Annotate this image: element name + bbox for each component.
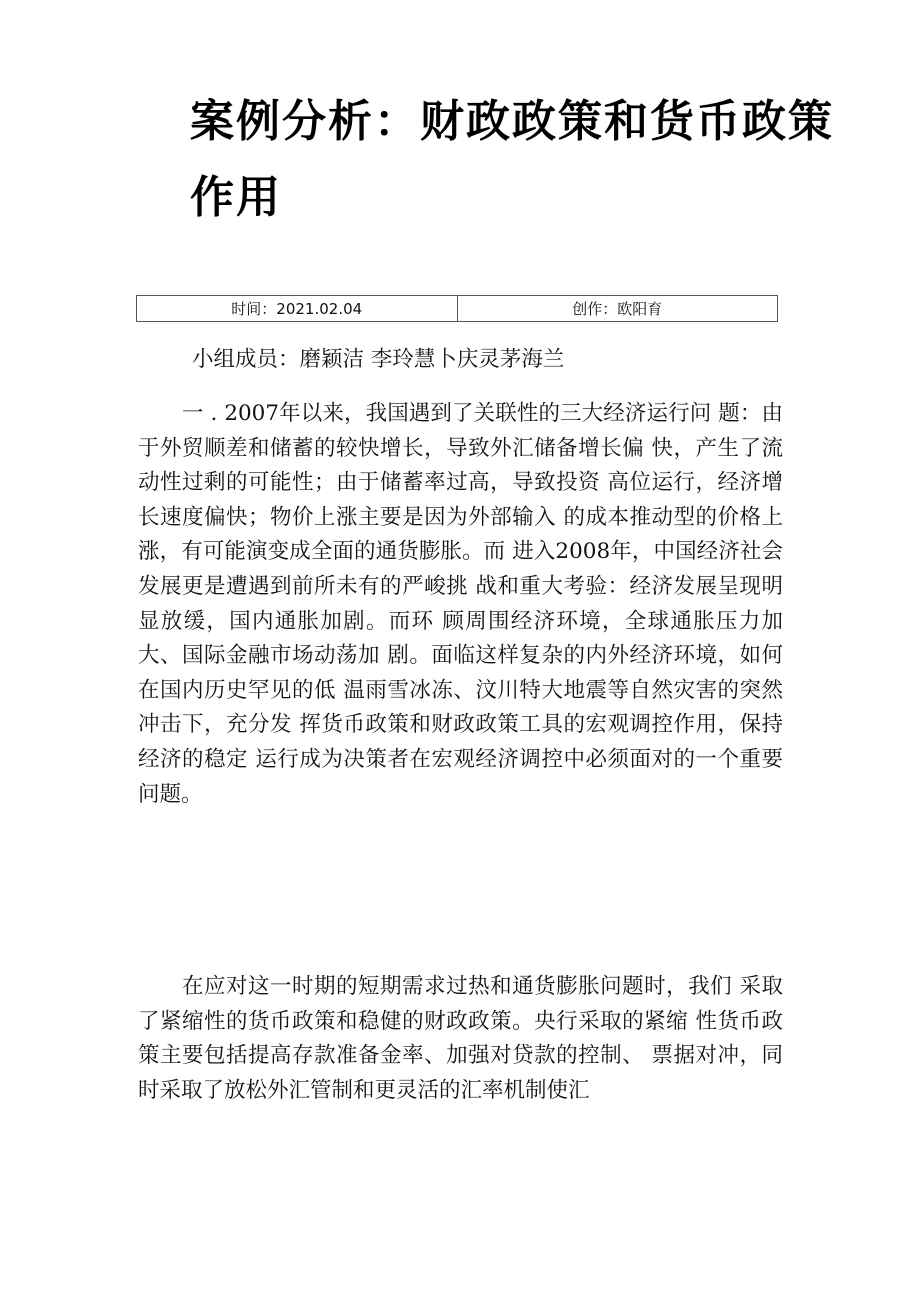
title-line-2: 作用	[190, 172, 282, 223]
paragraph-2: 在应对这一时期的短期需求过热和通货膨胀问题时，我们 采取了紧缩性的货币政策和稳健的财政政策。央行采取的紧缩 性货币政策主要包括提高存款准备金率、加强对贷款的控制、 票据对冲，同时采取了放松外汇管制和更灵活的汇率机制使汇	[138, 974, 783, 1103]
title-line-1: 案例分析：财政政策和货币政策	[190, 96, 834, 147]
author-cell: 创作：欧阳育	[457, 296, 778, 321]
paragraph-1: 一 . 2007年以来，我国遇到了关联性的三大经济运行问 题：由于外贸顺差和储蓄的较快增长，导致外汇储备增长偏 快，产生了流动性过剩的可能性；由于储蓄率过高，导致投资 高位运行，经济增长速度偏快；物价上涨主要是因为外部输入 的成本推动型的价格上涨，有可能演变成全面的通货膨胀。而 进入2008年，中国经济社会发展更是遭遇到前所未有的严峻挑 战和重大考验：经济发展呈现明显放缓，国内通胀加剧。而环 顾周围经济环境，全球通胀压力加大、国际金融市场动荡加 剧。面临这样复杂的内外经济环境，如何在国内历史罕见的低 温雨雪冰冻、汶川特大地震等自然灾害的突然冲击下，充分发 挥货币政策和财政政策工具的宏观调控作用，保持经济的稳定 运行成为决策者在宏观经济调控中必须面对的一个重要问题。	[138, 401, 783, 807]
time-cell: 时间：2021.02.04	[231, 300, 363, 318]
info-table	[136, 295, 778, 322]
group-members: 小组成员：磨颖洁 李玲慧卜庆灵茅海兰	[192, 347, 565, 372]
document-title	[190, 84, 834, 236]
